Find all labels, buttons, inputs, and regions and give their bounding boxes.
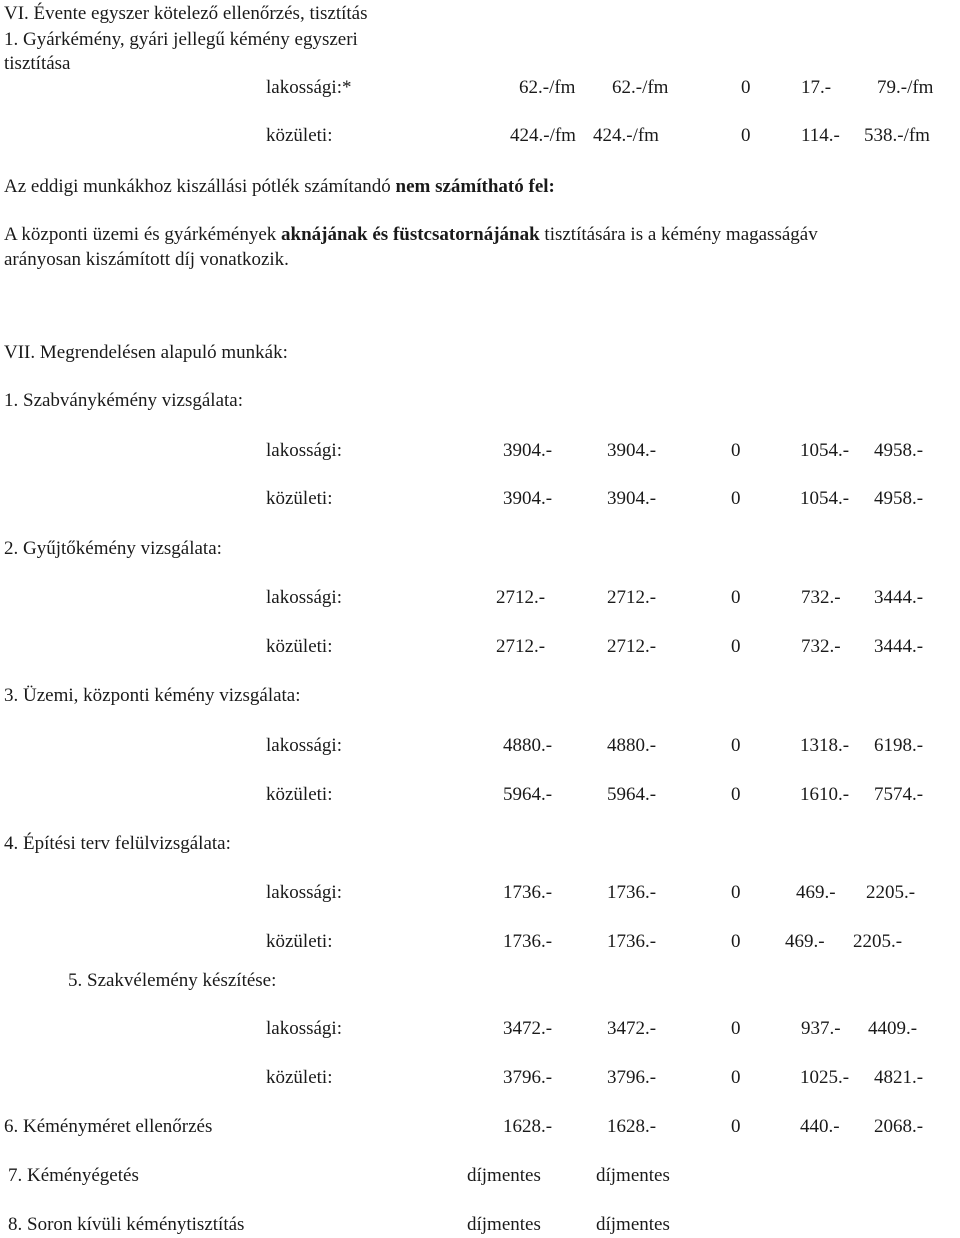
section-7-heading: VII. Megrendelésen alapuló munkák: bbox=[4, 342, 288, 363]
row-label: közületi: bbox=[266, 125, 333, 146]
vat-value: 440.- bbox=[800, 1116, 840, 1137]
vat-value: 1318.- bbox=[800, 735, 850, 756]
net-price-2: 3904.- bbox=[607, 488, 657, 509]
row-label: közületi: bbox=[266, 784, 333, 805]
row-label: lakossági: bbox=[266, 735, 342, 756]
extra-value: 0 bbox=[731, 1018, 741, 1039]
gross-price: 3444.- bbox=[874, 587, 924, 608]
gross-price: 6198.- bbox=[874, 735, 924, 756]
vat-value: 114.- bbox=[801, 125, 840, 146]
extra-value: 0 bbox=[731, 882, 741, 903]
net-price: 1736.- bbox=[503, 931, 553, 952]
extra-value: 0 bbox=[731, 587, 741, 608]
item-title: 7. Kéményégetés bbox=[8, 1165, 139, 1186]
row-label: lakossági:* bbox=[266, 77, 352, 98]
gross-price: 4821.- bbox=[874, 1067, 924, 1088]
section-6-heading: VI. Évente egyszer kötelező ellenőrzés, tisztítás bbox=[4, 3, 368, 24]
net-price-2: 3796.- bbox=[607, 1067, 657, 1088]
vat-value: 732.- bbox=[801, 587, 841, 608]
item-title: 2. Gyűjtőkémény vizsgálata: bbox=[4, 538, 222, 559]
gross-price: 538.-/fm bbox=[864, 125, 930, 146]
net-price-2: 1628.- bbox=[607, 1116, 657, 1137]
row-label: közületi: bbox=[266, 931, 333, 952]
net-price: 424.-/fm bbox=[510, 125, 576, 146]
item-1-title-line2: tisztítása bbox=[4, 53, 71, 74]
net-price: 3904.- bbox=[503, 440, 553, 461]
net-price-2: 1736.- bbox=[607, 882, 657, 903]
net-price: 3904.- bbox=[503, 488, 553, 509]
net-price-2: 5964.- bbox=[607, 784, 657, 805]
net-price: díjmentes bbox=[467, 1165, 541, 1186]
note-chimney-height-line2: arányosan kiszámított díj vonatkozik. bbox=[4, 249, 289, 270]
gross-price: 7574.- bbox=[874, 784, 924, 805]
extra-value: 0 bbox=[741, 125, 751, 146]
row-label: közületi: bbox=[266, 1067, 333, 1088]
net-price-2: 2712.- bbox=[607, 636, 657, 657]
extra-value: 0 bbox=[731, 440, 741, 461]
extra-value: 0 bbox=[741, 77, 751, 98]
net-price: 1736.- bbox=[503, 882, 553, 903]
net-price: 4880.- bbox=[503, 735, 553, 756]
net-price: 1628.- bbox=[503, 1116, 553, 1137]
vat-value: 17.- bbox=[801, 77, 832, 98]
gross-price: 2205.- bbox=[853, 931, 903, 952]
note-text: A központi üzemi és gyárkémények bbox=[4, 224, 282, 245]
extra-value: 0 bbox=[731, 931, 741, 952]
note-bold-text: nem számítható fel: bbox=[395, 176, 555, 197]
gross-price: 4958.- bbox=[874, 440, 924, 461]
net-price: díjmentes bbox=[467, 1214, 541, 1235]
gross-price: 3444.- bbox=[874, 636, 924, 657]
item-title: 6. Kéményméret ellenőrzés bbox=[4, 1116, 213, 1137]
vat-value: 469.- bbox=[785, 931, 825, 952]
net-price: 3796.- bbox=[503, 1067, 553, 1088]
net-price: 62.-/fm bbox=[519, 77, 576, 98]
item-title: 3. Üzemi, központi kémény vizsgálata: bbox=[4, 685, 301, 706]
net-price-2: 4880.- bbox=[607, 735, 657, 756]
net-price-2: 3904.- bbox=[607, 440, 657, 461]
item-title: 5. Szakvélemény készítése: bbox=[68, 970, 277, 991]
net-price: 5964.- bbox=[503, 784, 553, 805]
row-label: lakossági: bbox=[266, 882, 342, 903]
item-title: 1. Szabványkémény vizsgálata: bbox=[4, 390, 244, 411]
net-price-2: díjmentes bbox=[596, 1214, 670, 1235]
net-price: 3472.- bbox=[503, 1018, 553, 1039]
extra-value: 0 bbox=[731, 488, 741, 509]
gross-price: 2068.- bbox=[874, 1116, 924, 1137]
extra-value: 0 bbox=[731, 1067, 741, 1088]
vat-value: 1054.- bbox=[800, 488, 850, 509]
net-price-2: 1736.- bbox=[607, 931, 657, 952]
note-chimney-height bbox=[4, 225, 818, 244]
net-price: 2712.- bbox=[496, 636, 546, 657]
row-label: lakossági: bbox=[266, 587, 342, 608]
gross-price: 4958.- bbox=[874, 488, 924, 509]
note-bold-text: aknájának és füstcsatornájának bbox=[281, 224, 540, 245]
extra-value: 0 bbox=[731, 636, 741, 657]
note-transport-surcharge bbox=[4, 177, 555, 196]
vat-value: 1610.- bbox=[800, 784, 850, 805]
row-label: lakossági: bbox=[266, 1018, 342, 1039]
gross-price: 4409.- bbox=[868, 1018, 918, 1039]
vat-value: 937.- bbox=[801, 1018, 841, 1039]
net-price-2: 62.-/fm bbox=[612, 77, 669, 98]
row-label: közületi: bbox=[266, 488, 333, 509]
extra-value: 0 bbox=[731, 1116, 741, 1137]
note-text-tail: tisztítására is a kémény magasságáv bbox=[539, 224, 818, 245]
item-1-title-line1: 1. Gyárkémény, gyári jellegű kémény egyszeri bbox=[4, 29, 358, 50]
extra-value: 0 bbox=[731, 735, 741, 756]
row-label: közületi: bbox=[266, 636, 333, 657]
item-title: 4. Építési terv felülvizsgálata: bbox=[4, 833, 231, 854]
vat-value: 1054.- bbox=[800, 440, 850, 461]
gross-price: 79.-/fm bbox=[877, 77, 934, 98]
gross-price: 2205.- bbox=[866, 882, 916, 903]
net-price-2: 424.-/fm bbox=[593, 125, 659, 146]
vat-value: 469.- bbox=[796, 882, 836, 903]
net-price: 2712.- bbox=[496, 587, 546, 608]
extra-value: 0 bbox=[731, 784, 741, 805]
net-price-2: 2712.- bbox=[607, 587, 657, 608]
note-text: Az eddigi munkákhoz kiszállási pótlék számítandó bbox=[4, 176, 396, 197]
net-price-2: 3472.- bbox=[607, 1018, 657, 1039]
item-title: 8. Soron kívüli kéménytisztítás bbox=[8, 1214, 245, 1235]
row-label: lakossági: bbox=[266, 440, 342, 461]
vat-value: 1025.- bbox=[800, 1067, 850, 1088]
net-price-2: díjmentes bbox=[596, 1165, 670, 1186]
vat-value: 732.- bbox=[801, 636, 841, 657]
